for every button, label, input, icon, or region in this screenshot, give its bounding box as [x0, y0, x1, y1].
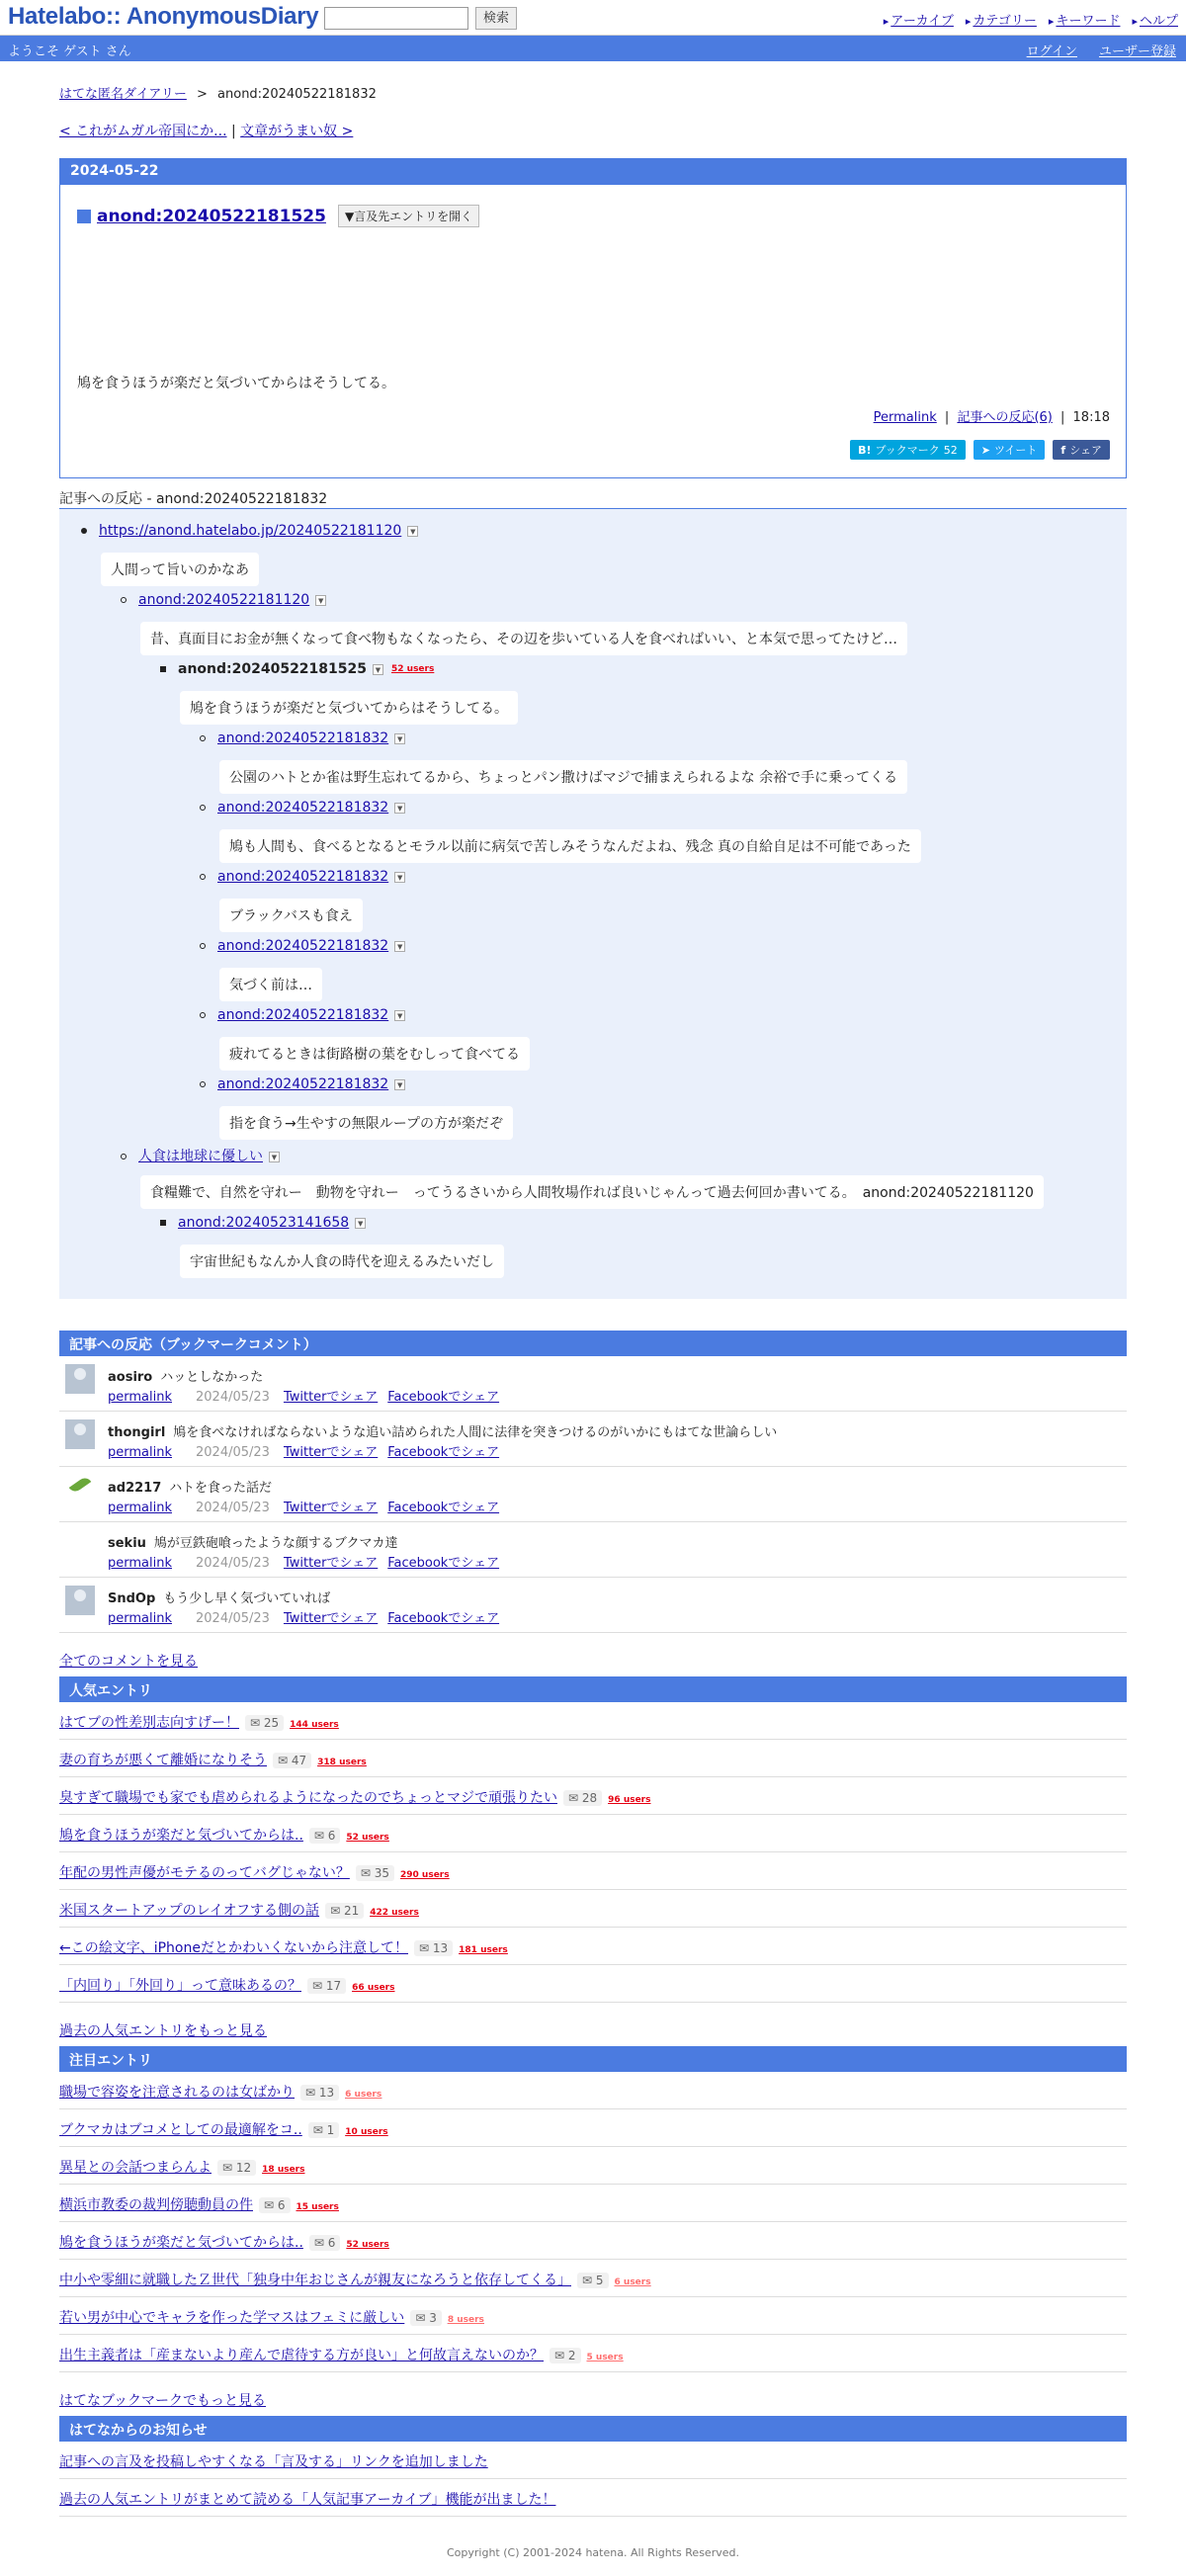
comment-row	[59, 1467, 1127, 1522]
comment-icon: ✉	[330, 1904, 344, 1918]
facebook-share-link[interactable]: Facebookでシェア	[387, 1611, 500, 1626]
comment-count-value: 3	[429, 2311, 437, 2325]
bullet-icon	[200, 1081, 206, 1087]
tree-link[interactable]: https://anond.hatelabo.jp/20240522181120	[99, 523, 402, 539]
dropdown-icon[interactable]: ▼	[394, 1010, 405, 1021]
comment-text: 鳩を食べなければならないような追い詰められた人間に法律を突きつけるのがいかにもはてな世論らしい	[173, 1425, 778, 1440]
comment-count-value: 12	[235, 2161, 252, 2175]
dropdown-icon[interactable]: ▼	[394, 941, 405, 952]
entry-row	[59, 2297, 1127, 2335]
bullet-icon	[200, 1012, 206, 1018]
users-badge[interactable]: 66 users	[352, 1983, 395, 1993]
tweet-button[interactable]	[974, 440, 1046, 460]
tree-bubble: 食糧難で、自然を守れー 動物を守れー ってうるさいから人間牧場作れば良いじゃんって過去何回か書いてる。 anond:20240522181120	[140, 1175, 1044, 1209]
fb-label: シェア	[1069, 444, 1102, 457]
entry-link[interactable]: 職場で容姿を注意されるのは女ばかり	[59, 2085, 295, 2101]
tree-bubble: 宇宙世紀もなんか人食の時代を迎えるみたいだし	[180, 1245, 504, 1278]
comment-line	[108, 1477, 272, 1496]
twitter-share-link[interactable]: Twitterでシェア	[283, 1445, 379, 1460]
entry-title[interactable]: anond:20240522181525	[97, 206, 326, 226]
tree-current-label: anond:20240522181525	[178, 661, 367, 677]
news-item	[59, 2442, 1127, 2479]
tree-bubble: 気づく前は…	[219, 968, 322, 1001]
comment-icon: ✉	[312, 1979, 326, 1993]
tree-node	[200, 730, 405, 746]
comment-icon: ✉	[278, 1754, 292, 1767]
entry-row	[59, 2335, 1127, 2372]
entry-row	[59, 1928, 1127, 1965]
comment-count[interactable]	[245, 1715, 284, 1731]
entry-title-line	[59, 2194, 339, 2214]
comment-user[interactable]: SndOp	[108, 1591, 156, 1606]
tree-link[interactable]: anond:20240522181832	[217, 869, 389, 885]
bullet-icon	[200, 874, 206, 880]
tree-link[interactable]: anond:20240522181832	[217, 800, 389, 816]
entry-row	[59, 2260, 1127, 2297]
entry-row	[59, 1815, 1127, 1852]
entry-title-line	[59, 2345, 624, 2364]
comment-count[interactable]	[308, 2122, 340, 2138]
entry-link[interactable]: 鳩を食うほうが楽だと気づいてからは..	[59, 1828, 303, 1844]
popular-more	[59, 2020, 267, 2040]
news-item	[59, 2479, 1127, 2517]
tree-link[interactable]: 人食は地球に優しい	[138, 1149, 263, 1164]
comment-row	[59, 1356, 1127, 1412]
twitter-share-link[interactable]: Twitterでシェア	[283, 1611, 379, 1626]
entry-link[interactable]: 妻の育ちが悪くて離婚になりそう	[59, 1753, 267, 1768]
comment-user[interactable]: thongirl	[108, 1425, 166, 1440]
tree-bubble: ブラックバスも食え	[219, 899, 363, 932]
tree-bubble: 公園のハトとか雀は野生忘れてるから、ちょっとパン撒けばマジで捕まえられるよな 余裕で手に乗ってくる	[219, 760, 907, 794]
bullet-icon	[81, 528, 87, 534]
entry-row	[59, 1965, 1127, 2003]
nav-archive[interactable]: ▸ アーカイブ	[884, 10, 954, 29]
comment-count-value: 13	[318, 2086, 335, 2100]
facebook-share-button[interactable]	[1053, 440, 1110, 460]
comment-icon: ✉	[360, 1866, 375, 1880]
comment-count-value: 25	[263, 1716, 280, 1730]
tree-bubble: 人間って旨いのかなあ	[101, 553, 259, 586]
entry-row	[59, 2109, 1127, 2147]
copyright: Copyright (C) 2001-2024 hatena. All Rights Reserved.	[447, 2546, 739, 2559]
comment-row	[59, 1412, 1127, 1467]
site-header	[0, 0, 1186, 36]
comment-text: ハトを食った話だ	[169, 1481, 273, 1496]
comment-permalink[interactable]: permalink	[108, 1611, 172, 1626]
tree-node	[200, 938, 405, 954]
facebook-share-link[interactable]: Facebookでシェア	[387, 1390, 500, 1405]
tree-node	[121, 1146, 280, 1165]
comment-user[interactable]: ad2217	[108, 1481, 162, 1496]
open-reference-button[interactable]: ▼言及先エントリを開く	[338, 205, 479, 227]
news-link[interactable]: 過去の人気エントリがまとめて読める「人気記事アーカイブ」機能が出ました！	[59, 2492, 556, 2508]
comment-icon: ✉	[313, 2236, 328, 2250]
users-badge[interactable]: 96 users	[608, 1795, 651, 1805]
dropdown-icon[interactable]: ▼	[407, 526, 418, 537]
dropdown-icon[interactable]: ▼	[315, 595, 326, 606]
entry-title-line	[59, 2119, 388, 2139]
comment-count[interactable]	[325, 1903, 364, 1919]
breadcrumb	[59, 83, 377, 102]
comment-icon: ✉	[568, 1791, 582, 1805]
entry-link[interactable]: ブクマカはブコメとしての最適解をコ..	[59, 2122, 302, 2138]
comment-icon: ✉	[415, 2311, 430, 2325]
tree-node	[160, 1215, 366, 1231]
comment-count[interactable]	[577, 2273, 609, 2288]
comment-count-value: 35	[374, 1866, 390, 1880]
breadcrumb-separator: >	[196, 87, 208, 102]
register-link[interactable]: ユーザー登録	[1098, 44, 1176, 59]
entry-row	[59, 2072, 1127, 2109]
breadcrumb-home[interactable]: はてな匿名ダイアリー	[59, 87, 187, 102]
tree-node	[121, 592, 326, 608]
next-entry-link[interactable]: 文章がうまい奴 >	[240, 124, 354, 139]
hatebu-icon: B!	[858, 443, 872, 457]
comment-count-value: 2	[567, 2349, 576, 2362]
comment-count[interactable]	[563, 1790, 602, 1806]
comment-count-value: 1	[326, 2123, 335, 2137]
prev-entry-link[interactable]: < これがムガル帝国にか...	[59, 124, 227, 139]
comment-date: 2024/05/23	[196, 1611, 270, 1626]
entry-meta	[874, 406, 1110, 425]
hatebu-count: 52	[943, 443, 958, 457]
reactions-label: 記事への反応 - anond:20240522181832	[59, 491, 328, 507]
entry-date: 2024-05-22	[60, 159, 1126, 185]
entry-title-line	[59, 2157, 304, 2177]
comment-count[interactable]	[309, 2235, 341, 2251]
reactions-link[interactable]: 記事への反応(6)	[957, 410, 1053, 425]
avatar[interactable]	[65, 1586, 95, 1615]
comment-count-value: 6	[277, 2198, 286, 2212]
comment-permalink[interactable]: permalink	[108, 1390, 172, 1405]
comment-count[interactable]	[550, 2348, 581, 2363]
entry-row	[59, 1852, 1127, 1890]
facebook-share-link[interactable]: Facebookでシェア	[387, 1501, 500, 1515]
entry-link[interactable]: 若い男が中心でキャラを作った学マスはフェミに厳しい	[59, 2310, 405, 2326]
bullet-icon	[160, 1220, 166, 1226]
entry-link[interactable]: 臭すぎて職場でも家でも虐められるようになったのでちょっとマジで頑張りたい	[59, 1790, 557, 1806]
dropdown-icon[interactable]: ▼	[373, 664, 383, 675]
entry-box	[59, 158, 1127, 478]
comment-count-value: 13	[432, 1941, 449, 1955]
tree-link[interactable]: anond:20240523141658	[178, 1215, 350, 1231]
top-nav	[884, 10, 1178, 29]
bookmark-comments-header: 記事への反応（ブックマークコメント）	[59, 1331, 1127, 1356]
hot-more	[59, 2390, 266, 2410]
all-comments-link-text[interactable]: 全てのコメントを見る	[59, 1654, 198, 1670]
comment-count-value: 28	[581, 1791, 598, 1805]
users-badge[interactable]: 181 users	[459, 1945, 508, 1955]
entry-row	[59, 1777, 1127, 1815]
avatar[interactable]	[65, 1475, 95, 1504]
comment-icon: ✉	[554, 2349, 568, 2362]
bullet-icon	[200, 805, 206, 811]
entry-title-line	[59, 1937, 508, 1957]
entry-body: 鳩を食うほうが楽だと気づいてからはそうしてる。	[77, 376, 395, 391]
twitter-share-link[interactable]: Twitterでシェア	[283, 1390, 379, 1405]
bullet-icon	[200, 735, 206, 741]
breadcrumb-current: anond:20240522181832	[217, 87, 377, 102]
meta-separator: |	[944, 410, 950, 425]
comment-count[interactable]	[410, 2310, 442, 2326]
entry-time: 18:18	[1072, 410, 1110, 425]
tree-node	[81, 523, 418, 539]
entry-row	[59, 2147, 1127, 2185]
entry-title-line	[59, 1975, 394, 1995]
bullet-icon	[121, 597, 127, 603]
comment-line	[108, 1532, 398, 1551]
entry-title-line	[59, 1862, 450, 1882]
entry-link[interactable]: 鳩を食うほうが楽だと気づいてからは..	[59, 2235, 303, 2251]
comment-permalink[interactable]: permalink	[108, 1445, 172, 1460]
users-badge[interactable]: 10 users	[345, 2127, 388, 2137]
nav-help[interactable]: ▸ ヘルプ	[1132, 10, 1178, 29]
comment-count-value: 6	[327, 1829, 336, 1843]
reaction-tree	[59, 508, 1127, 1299]
facebook-icon: f	[1060, 443, 1066, 457]
entry-title-row	[77, 205, 479, 227]
search-button[interactable]: 検索	[475, 7, 517, 30]
login-link[interactable]: ログイン	[1026, 44, 1077, 59]
avatar[interactable]	[65, 1364, 95, 1394]
twitter-share-link[interactable]: Twitterでシェア	[283, 1501, 379, 1515]
facebook-share-link[interactable]: Facebookでシェア	[387, 1445, 500, 1460]
bullet-icon	[200, 943, 206, 949]
avatar[interactable]	[65, 1530, 95, 1560]
all-comments-link	[59, 1651, 198, 1671]
comment-meta	[108, 1497, 509, 1515]
entry-title-line	[59, 2307, 484, 2327]
users-badge[interactable]: 52 users	[391, 664, 435, 674]
comment-count[interactable]	[307, 1978, 346, 1994]
comment-text: ハッとしなかった	[160, 1370, 264, 1385]
comment-user[interactable]: sekiu	[108, 1536, 146, 1551]
comment-count[interactable]	[217, 2160, 256, 2176]
comment-count[interactable]	[414, 1940, 453, 1956]
comment-text: 鳩が豆鉄砲喰ったような顔するブクマカ達	[153, 1536, 398, 1551]
tree-bubble: 鳩を食うほうが楽だと気づいてからはそうしてる。	[180, 691, 518, 725]
comment-user[interactable]: aosiro	[108, 1370, 153, 1385]
site-logo[interactable]: Hatelabo:: AnonymousDiary	[8, 3, 319, 30]
hatebu-label: ブックマーク	[875, 444, 940, 457]
tree-node	[200, 800, 405, 816]
users-badge[interactable]: 144 users	[290, 1720, 339, 1730]
tree-bubble: 指を食う→生やすの無限ループの方が楽だぞ	[219, 1106, 513, 1140]
dropdown-icon[interactable]: ▼	[394, 803, 405, 814]
tree-link[interactable]: anond:20240522181120	[138, 592, 310, 608]
bullet-icon	[121, 1154, 127, 1159]
users-badge[interactable]: 52 users	[346, 2240, 389, 2250]
comment-icon: ✉	[312, 2123, 327, 2137]
tree-node	[160, 661, 434, 677]
comment-text: もう少し早く気づいていれば	[163, 1591, 331, 1606]
users-badge[interactable]: 6 users	[614, 2277, 651, 2287]
tree-bubble: 鳩も人間も、食べるとなるとモラル以前に病気で苦しみそうなんだよね、残念 真の自給自足は不可能であった	[219, 829, 921, 863]
comment-count-value: 47	[291, 1754, 307, 1767]
comment-row	[59, 1522, 1127, 1578]
entry-link[interactable]: 年配の男性声優がモテるのってバグじゃない？	[59, 1865, 350, 1881]
users-badge[interactable]: 6 users	[345, 2090, 382, 2100]
comment-count[interactable]	[309, 1828, 341, 1844]
search-input[interactable]	[324, 7, 468, 30]
share-buttons	[850, 440, 1110, 460]
tree-node	[200, 869, 405, 885]
comment-count[interactable]	[273, 1753, 311, 1768]
comment-icon: ✉	[264, 2198, 278, 2212]
square-icon	[77, 210, 91, 223]
entry-row	[59, 2185, 1127, 2222]
comment-count-value: 5	[595, 2274, 604, 2287]
dropdown-icon[interactable]: ▼	[394, 733, 405, 744]
tree-bubble: 疲れてるときは街路樹の葉をむしって食べてる	[219, 1037, 530, 1071]
popular-header: 人気エントリ	[59, 1676, 1127, 1702]
tree-link[interactable]: anond:20240522181832	[217, 730, 389, 746]
tree-link[interactable]: anond:20240522181832	[217, 938, 389, 954]
tree-node	[200, 1076, 405, 1092]
comment-icon: ✉	[305, 2086, 319, 2100]
comment-count-value: 21	[343, 1904, 360, 1918]
tree-node	[200, 1007, 405, 1023]
comment-line	[108, 1366, 263, 1385]
popular-more-link[interactable]: 過去の人気エントリをもっと見る	[59, 2023, 267, 2039]
meta-separator: |	[1060, 410, 1065, 425]
users-badge[interactable]: 422 users	[370, 1908, 419, 1918]
twitter-share-link[interactable]: Twitterでシェア	[283, 1556, 379, 1571]
entry-title-line	[59, 2270, 651, 2289]
comment-line	[108, 1588, 330, 1606]
comment-date: 2024/05/23	[196, 1390, 270, 1405]
comment-meta	[108, 1441, 509, 1460]
comment-count[interactable]	[300, 2085, 339, 2101]
news-header: はてなからのお知らせ	[59, 2416, 1127, 2442]
comment-meta	[108, 1386, 509, 1405]
entry-title-line	[59, 1712, 339, 1732]
news-link[interactable]: 記事への言及を投稿しやすくなる「言及する」リンクを追加しました	[59, 2454, 488, 2470]
entry-title-line	[59, 1750, 367, 1769]
comment-date: 2024/05/23	[196, 1445, 270, 1460]
users-badge[interactable]: 15 users	[296, 2202, 339, 2212]
entry-link[interactable]: 「内回り」「外回り」って意味あるの？	[59, 1978, 301, 1994]
pager-separator: |	[230, 124, 236, 139]
entry-link[interactable]: 中小や零細に就職したＺ世代「独身中年おじさんが親友になろうと依存してくる」	[59, 2273, 571, 2288]
entry-link[interactable]: 󠄀←この絵文字、iPhoneだとかわいくないから注意して！	[59, 1940, 408, 1956]
entry-link[interactable]: 米国スタートアップのレイオフする側の話	[59, 1903, 320, 1919]
comment-permalink[interactable]: permalink	[108, 1501, 172, 1515]
bird-icon: ➤	[980, 443, 990, 457]
users-badge[interactable]: 8 users	[447, 2315, 484, 2325]
comment-count-value: 17	[325, 1979, 342, 1993]
comment-meta	[108, 1552, 509, 1571]
hot-more-link[interactable]: はてなブックマークでもっと見る	[59, 2393, 267, 2409]
comment-count-value: 6	[327, 2236, 336, 2250]
entry-title-line	[59, 2232, 389, 2252]
comment-line	[108, 1421, 777, 1440]
entry-link[interactable]: 異星との会話つまらんよ	[59, 2160, 212, 2176]
tree-link[interactable]: anond:20240522181832	[217, 1076, 389, 1092]
permalink-link[interactable]: Permalink	[873, 410, 937, 425]
entry-title-line	[59, 1825, 389, 1845]
comment-icon: ✉	[250, 1716, 264, 1730]
comment-row	[59, 1578, 1127, 1633]
comment-meta	[108, 1607, 509, 1626]
facebook-share-link[interactable]: Facebookでシェア	[387, 1556, 500, 1571]
entry-title-line	[59, 1900, 419, 1920]
entry-title-line	[59, 1787, 650, 1807]
entry-row	[59, 2222, 1127, 2260]
welcome-bar	[0, 36, 1186, 61]
tree-bubble: 昔、真面目にお金が無くなって食べ物もなくなったら、その辺を歩いている人を食べればいい、と本気で思ってたけど…	[140, 622, 907, 655]
dropdown-icon[interactable]: ▼	[355, 1218, 366, 1229]
nav-category[interactable]: ▸ カテゴリー	[966, 10, 1037, 29]
comment-icon: ✉	[222, 2161, 236, 2175]
comment-date: 2024/05/23	[196, 1556, 270, 1571]
comment-icon: ✉	[313, 1829, 328, 1843]
entry-link[interactable]: 横浜市教委の裁判傍聴動員の件	[59, 2197, 253, 2213]
users-badge[interactable]: 18 users	[262, 2165, 305, 2175]
entry-row	[59, 1890, 1127, 1928]
dropdown-icon[interactable]: ▼	[394, 1079, 405, 1090]
comment-date: 2024/05/23	[196, 1501, 270, 1515]
dropdown-icon[interactable]: ▼	[269, 1152, 280, 1162]
entry-title-line	[59, 2082, 381, 2102]
nav-keyword[interactable]: ▸ キーワード	[1049, 10, 1121, 29]
hatebu-button[interactable]	[850, 440, 966, 460]
tweet-label: ツイート	[993, 444, 1038, 457]
tree-link[interactable]: anond:20240522181832	[217, 1007, 389, 1023]
entry-link[interactable]: はてブの性差別志向すげー！	[59, 1715, 239, 1731]
users-badge[interactable]: 318 users	[317, 1758, 367, 1767]
entry-row	[59, 1702, 1127, 1740]
comment-icon: ✉	[582, 2274, 596, 2287]
entry-row	[59, 1740, 1127, 1777]
dropdown-icon[interactable]: ▼	[394, 872, 405, 883]
welcome-text: ようこそ ゲスト さん	[8, 44, 131, 59]
hot-header: 注目エントリ	[59, 2046, 1127, 2072]
comment-icon: ✉	[419, 1941, 433, 1955]
avatar[interactable]	[65, 1419, 95, 1449]
comment-count[interactable]	[259, 2197, 291, 2213]
entry-pager	[59, 121, 353, 140]
entry-link[interactable]: 出生主義者は「産まないより産んで虐待する方が良い」と何故言えないのか？	[59, 2348, 544, 2363]
comment-count[interactable]	[356, 1865, 394, 1881]
users-badge[interactable]: 52 users	[346, 1833, 389, 1843]
users-badge[interactable]: 290 users	[400, 1870, 450, 1880]
users-badge[interactable]: 5 users	[586, 2353, 624, 2362]
bullet-icon	[160, 666, 166, 672]
comment-permalink[interactable]: permalink	[108, 1556, 172, 1571]
